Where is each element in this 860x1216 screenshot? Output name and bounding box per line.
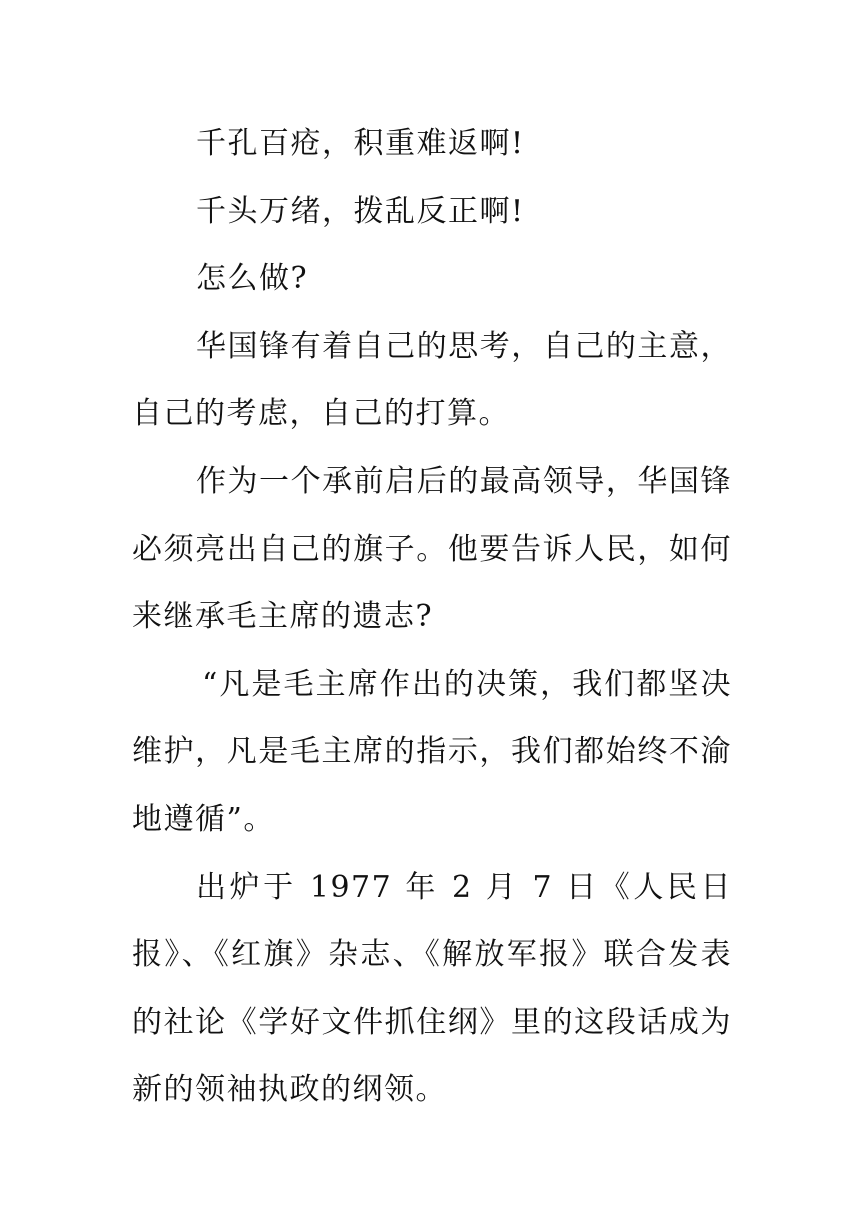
paragraph-5: 作为一个承前启后的最高领导，华国锋必须亮出自己的旗子。他要告诉人民，如何来继承毛主席的遗志? bbox=[132, 463, 732, 635]
paragraph-4: 华国锋有着自己的思考，自己的主意，自己的考虑，自己的打算。 bbox=[132, 328, 732, 432]
paragraph-1: 千孔百疮，积重难返啊! bbox=[196, 126, 525, 161]
paragraph-6-quote: “凡是毛主席作出的决策，我们都坚决维护，凡是毛主席的指示，我们都始终不渝地遵循”。 bbox=[132, 666, 732, 837]
body-text bbox=[132, 110, 732, 1124]
paragraph-2: 千头万绪，拨乱反正啊! bbox=[196, 193, 525, 229]
paragraph-3: 怎么做? bbox=[196, 261, 309, 297]
paragraph-7: 出炉于 1977 年 2 月 7 日《人民日报》、《红旗》杂志、《解放军报》联合发表的社论《学好文件抓住纲》里的这段话成为新的领袖执政的纲领。 bbox=[132, 869, 732, 1108]
